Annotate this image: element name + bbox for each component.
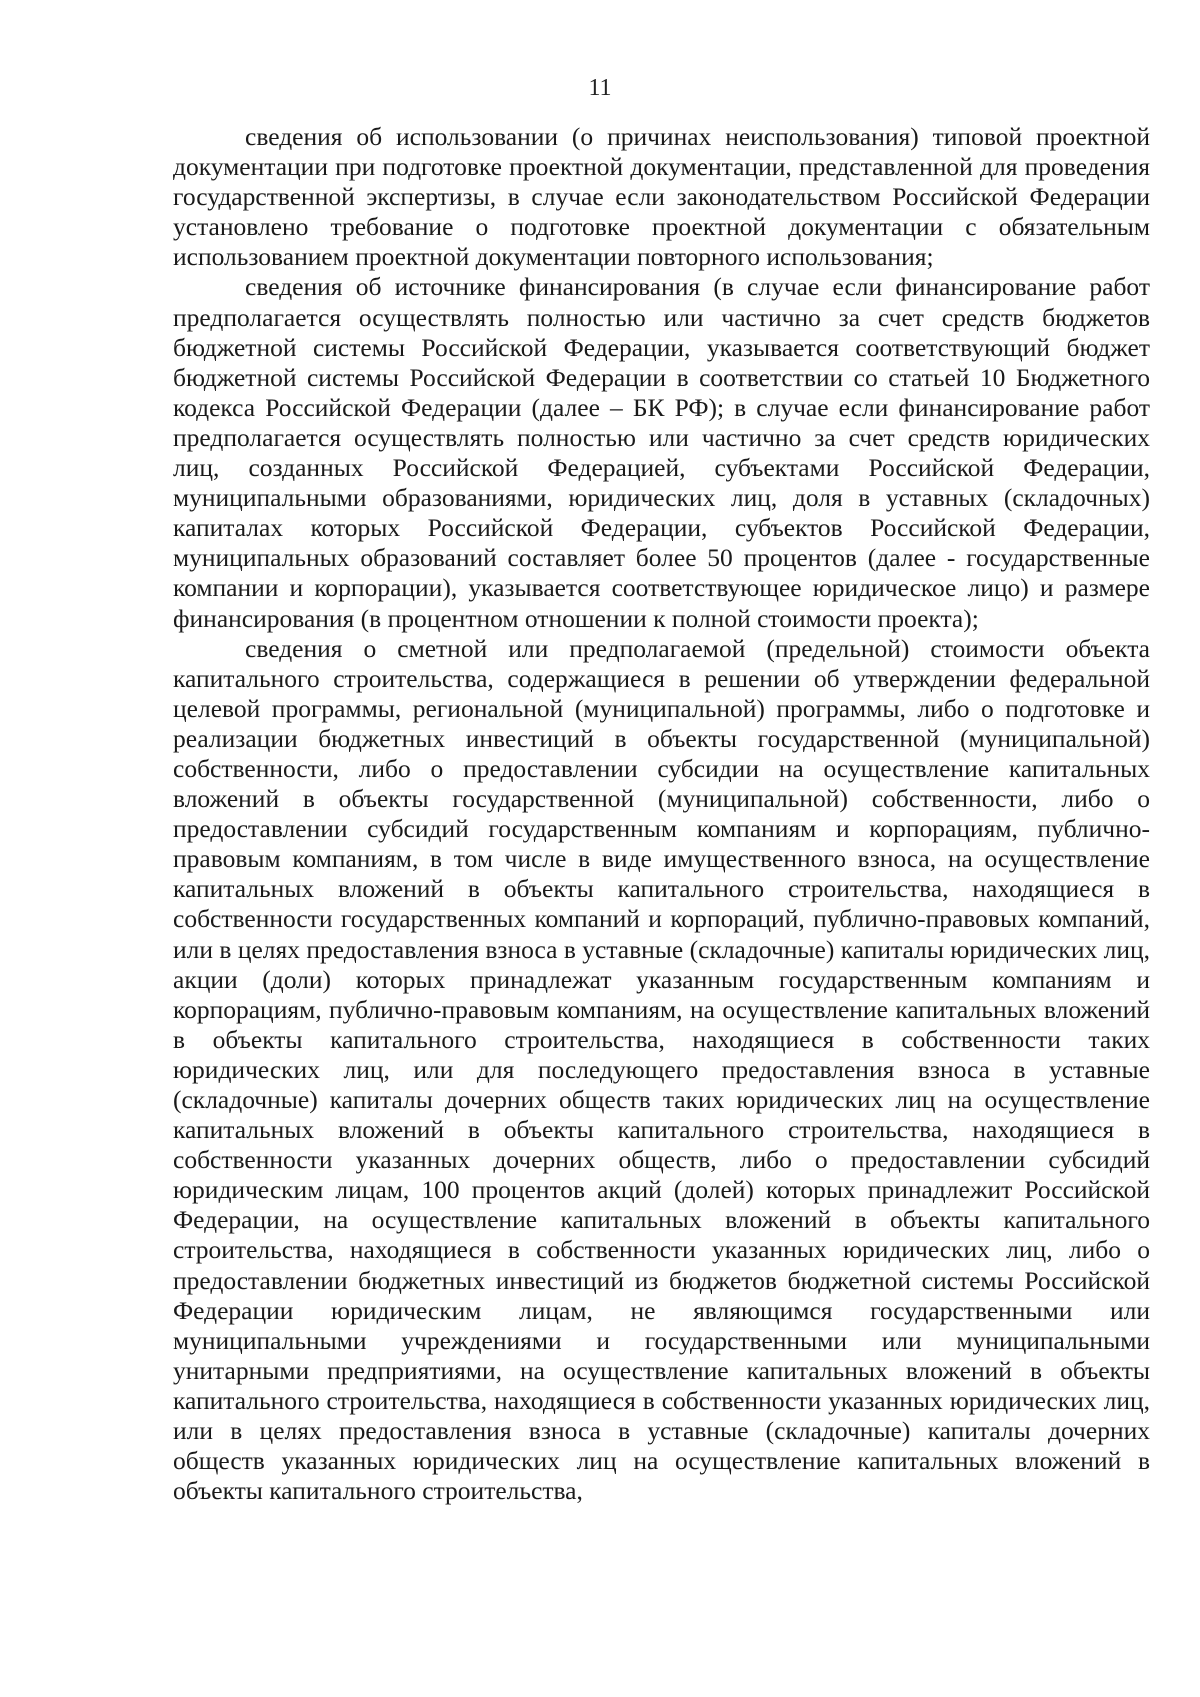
paragraph-financing-source: сведения об источнике финансирования (в случае если финансирование работ предполагается осуществлять полностью или частично за счет средств бюджетов бюджетной системы Российской Федерации, указывается соответствующий бюджет бюджетной системы Российской Федерации в соответствии со статьей 10 Бюджетного кодекса Российской Федерации (далее – БК РФ); в случае если финансирование работ предполагается осуществлять полностью или частично за счет средств юридических лиц, созданных Российской Федерацией, субъектами Российской Федерации, муниципальными образованиями, юридических лиц, доля в уставных (складочных) капиталах которых Российской Федерации, субъектов Российской Федерации, муниципальных образований составляет более 50 процентов (далее - государственные компании и корпорации), указывается соответствующее юридическое лицо) и размере финансирования (в процентном отношении к полной стоимости проекта); xyxy=(173,272,1150,633)
paragraph-estimated-cost: сведения о сметной или предполагаемой (предельной) стоимости объекта капитального строительства, содержащиеся в решении об утверждении федеральной целевой программы, региональной (муниципальной) программы, либо о подготовке и реализации бюджетных инвестиций в объекты государственной (муниципальной) собственности, либо о предоставлении субсидии на осуществление капитальных вложений в объекты государственной (муниципальной) собственности, либо о предоставлении субсидий государственным компаниям и корпорациям, публично-правовым компаниям, в том числе в виде имущественного взноса, на осуществление капитальных вложений в объекты капитального строительства, находящиеся в собственности государственных компаний и корпораций, публично-правовых компаний, или в целях предоставления взноса в уставные (складочные) капиталы юридических лиц, акции (доли) которых принадлежат указанным государственным компаниям и корпорациям, публично-правовым компаниям, на осуществление капитальных вложений в объекты капитального строительства, находящиеся в собственности таких юридических лиц, или для последующего предоставления взноса в уставные (складочные) капиталы дочерних обществ таких юридических лиц на осуществление капитальных вложений в объекты капитального строительства, находящиеся в собственности указанных дочерних обществ, либо о предоставлении субсидий юридическим лицам, 100 процентов акций (долей) которых принадлежит Российской Федерации, на осуществление капитальных вложений в объекты капитального строительства, находящиеся в собственности указанных юридических лиц, либо о предоставлении бюджетных инвестиций из бюджетов бюджетной системы Российской Федерации юридическим лицам, не являющимся государственными или муниципальными учреждениями и государственными или муниципальными унитарными предприятиями, на осуществление капитальных вложений в объекты капитального строительства, находящиеся в собственности указанных юридических лиц, или в целях предоставления взноса в уставные (складочные) капиталы дочерних обществ указанных юридических лиц на осуществление капитальных вложений в объекты капитального строительства, xyxy=(173,633,1150,1506)
page-number: 11 xyxy=(588,75,612,101)
body-text xyxy=(173,122,1150,1506)
paragraph-typical-design-usage: сведения об использовании (о причинах неиспользования) типовой проектной документации при подготовке проектной документации, представленной для проведения государственной экспертизы, в случае если законодательством Российской Федерации установлено требование о подготовке проектной документации с обязательным использованием проектной документации повторного использования; xyxy=(173,122,1150,272)
